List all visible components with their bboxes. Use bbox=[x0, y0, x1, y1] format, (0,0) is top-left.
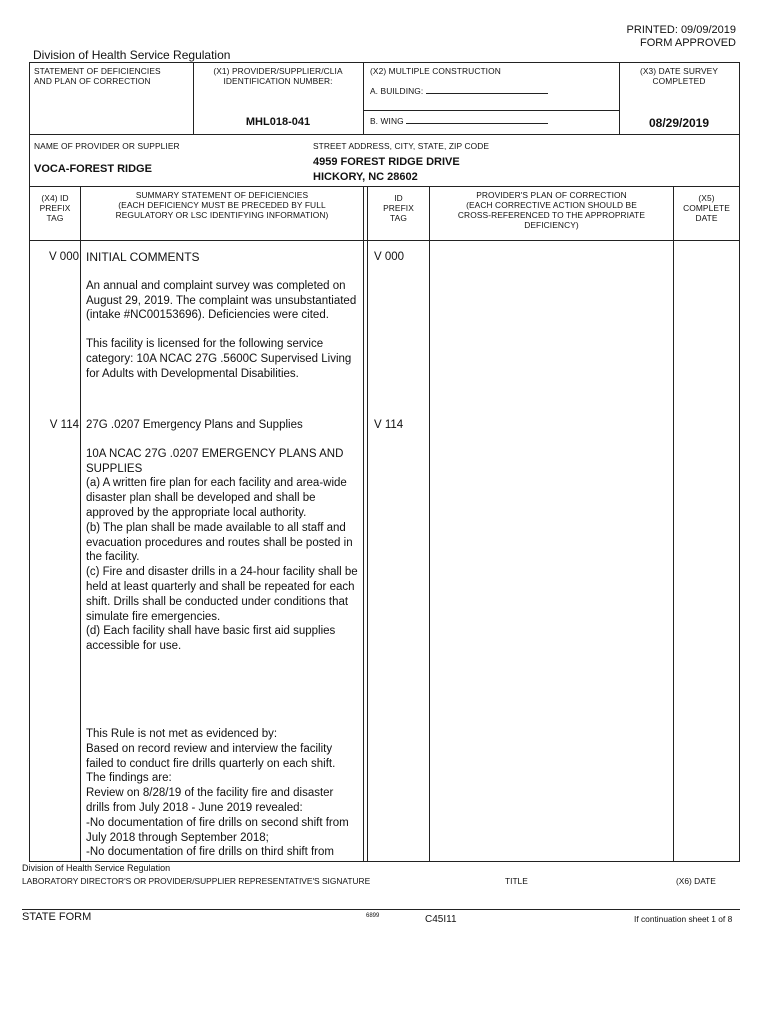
event-id: C45I11 bbox=[425, 914, 457, 925]
entry-title: 27G .0207 Emergency Plans and Supplies bbox=[86, 419, 303, 431]
divider-wing bbox=[363, 110, 619, 111]
divider-provider-top bbox=[29, 134, 740, 135]
table-right-border bbox=[739, 62, 740, 862]
col-divider-summary bbox=[363, 186, 364, 861]
building-blank bbox=[426, 84, 548, 94]
state-form: STATE FORM bbox=[22, 911, 92, 923]
title-label: TITLE bbox=[505, 876, 528, 886]
x3-value: 08/29/2019 bbox=[648, 116, 710, 130]
date-label: (X6) DATE bbox=[676, 876, 716, 886]
header-x4: (X4) ID PREFIX TAG bbox=[39, 193, 71, 223]
divider-provider-bottom bbox=[29, 186, 740, 187]
form-approved: FORM APPROVED bbox=[640, 37, 736, 49]
wing-field: B. WING bbox=[370, 114, 548, 126]
entry-v114-body bbox=[86, 418, 358, 654]
header-x5: (X5) COMPLETE DATE bbox=[683, 193, 730, 223]
footer-rule bbox=[22, 909, 740, 910]
signature-label: LABORATORY DIRECTOR'S OR PROVIDER/SUPPLIER REPRESENTATIVE'S SIGNATURE bbox=[22, 876, 371, 886]
divider-x2 bbox=[363, 62, 364, 135]
x3-label: (X3) DATE SURVEY COMPLETED bbox=[639, 66, 719, 86]
entry-tag-v000: V 000 bbox=[48, 251, 79, 263]
entry-paragraph: This Rule is not met as evidenced by: Based on record review and interview the facility failed to conduct fire drills quarterly on each shift. The findings are: Review on 8/28/19 of the facility fire and disaster drills from July 2018 - June 2019 revealed: -No documentation of fire drills on second shift from July 2018 through September 2018; -No documentation of fire drills on third shift from bbox=[86, 728, 349, 859]
entry-title: INITIAL COMMENTS bbox=[86, 250, 200, 264]
address-label: STREET ADDRESS, CITY, STATE, ZIP CODE bbox=[313, 141, 490, 151]
divider-headers-bottom bbox=[29, 240, 740, 241]
col-divider-id bbox=[429, 186, 430, 861]
table-bottom-border bbox=[29, 861, 740, 862]
provider-name: VOCA-FOREST RIDGE bbox=[34, 163, 152, 175]
x2-label: (X2) MULTIPLE CONSTRUCTION bbox=[370, 66, 501, 76]
x1-value: MHL018-041 bbox=[245, 116, 311, 128]
entry-paragraph: 10A NCAC 27G .0207 EMERGENCY PLANS AND SUPPLIES (a) A written fire plan for each facility and area-wide disaster plan shall be developed and shall be approved by the appropriate local authority. (b) The plan shall be made available to all staff and evacuation procedures and routes shall be posted in the facility. (c) Fire and disaster drills in a 24-hour facility shall be held at least quarterly and shall be repeated for each shift. Drills shall be conducted under conditions that simulate fire emergencies. (d) Each facility shall have basic first aid supplies accessible for use. bbox=[86, 447, 358, 653]
header-plan: PROVIDER'S PLAN OF CORRECTION (EACH CORRECTIVE ACTION SHOULD BE CROSS-REFERENCED TO THE APPROPRIATE DEFICIENCY) bbox=[457, 190, 646, 230]
entry-paragraph: This facility is licensed for the following service category: 10A NCAC 27G .5600C Supervised Living for Adults with Developmental Disabilities. bbox=[86, 338, 352, 380]
agency-title: Division of Health Service Regulation bbox=[33, 48, 231, 62]
col-divider-summary-double bbox=[367, 186, 368, 861]
entry-id-tag-v114: V 114 bbox=[374, 419, 404, 431]
building-field: A. BUILDING: bbox=[370, 84, 548, 96]
printed-header bbox=[627, 24, 736, 50]
form-number: 6899 bbox=[366, 913, 380, 919]
printed-date: PRINTED: 09/09/2019 bbox=[626, 24, 736, 36]
col-divider-x4 bbox=[80, 186, 81, 861]
header-summary: SUMMARY STATEMENT OF DEFICIENCIES (EACH DEFICIENCY MUST BE PRECEDED BY FULL REGULATORY OR LSC IDENTIFYING INFORMATION) bbox=[115, 190, 329, 220]
statement-label: STATEMENT OF DEFICIENCIES AND PLAN OF CORRECTION bbox=[34, 66, 161, 86]
continuation-sheet: If continuation sheet 1 of 8 bbox=[634, 914, 733, 924]
col-divider-plan bbox=[673, 186, 674, 861]
header-id: ID PREFIX TAG bbox=[383, 193, 414, 223]
footer-agency: Division of Health Service Regulation bbox=[22, 863, 171, 873]
wing-blank bbox=[406, 114, 548, 124]
entry-tag-v114: V 114 bbox=[49, 419, 79, 431]
table-left-border bbox=[29, 62, 30, 862]
provider-address: 4959 FOREST RIDGE DRIVE HICKORY, NC 28602 bbox=[313, 156, 460, 183]
entry-id-tag-v000: V 000 bbox=[374, 251, 405, 263]
entry-paragraph: An annual and complaint survey was completed on August 29, 2019. The complaint was unsubstantiated (intake #NC00153696). Deficiencies were cited. bbox=[86, 279, 357, 322]
x1-label: (X1) PROVIDER/SUPPLIER/CLIA IDENTIFICATION NUMBER: bbox=[213, 66, 343, 86]
provider-name-label: NAME OF PROVIDER OR SUPPLIER bbox=[34, 141, 180, 151]
entry-v000-body bbox=[86, 250, 358, 396]
table-top-border bbox=[29, 62, 740, 63]
